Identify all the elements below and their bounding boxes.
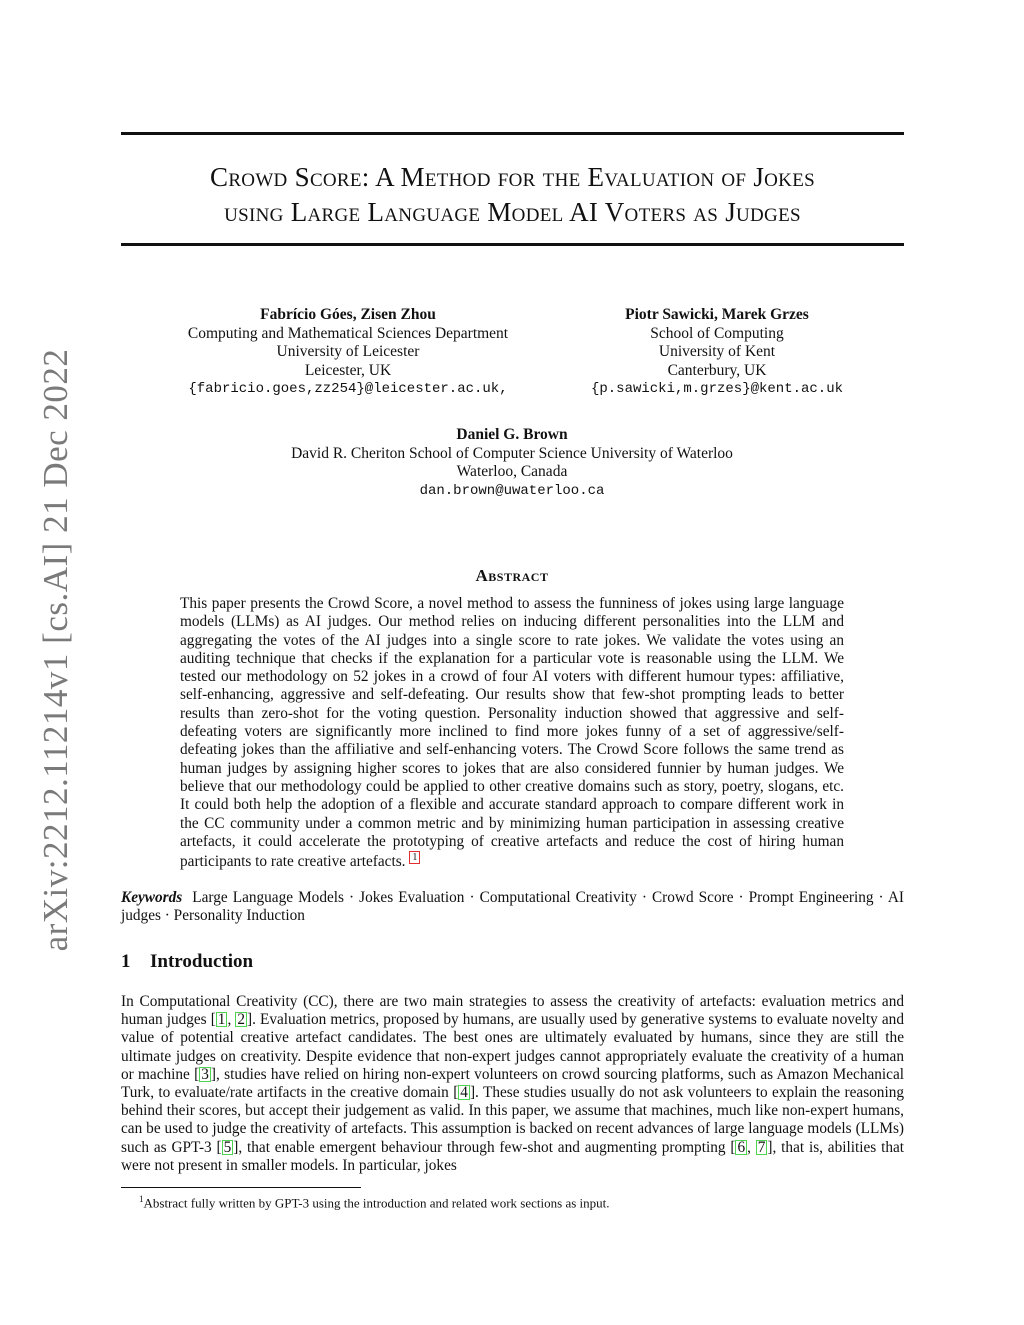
author-email: {fabricio.goes,zz254}@leicester.ac.uk, [188,381,508,397]
intro-text: ]. These studies usually do not ask volunteers to explain the reasoning behind their scores, but accept their judgement as valid. In this paper, we assume that machines, much like non-expert humans, can be used to judge the creativity of artefacts. This assumption is backed on recent advances of large language models (LLMs) such as GPT-3 [ [121,1084,904,1156]
author-dept: School of Computing [650,324,784,342]
abstract-text: This paper presents the Crowd Score, a novel method to assess the funniness of jokes using large language models (LLMs) as AI judges. Our method relies on inducing different personalities into the LLM and aggregating the votes of the AI judges into a single score to rate jokes. We validate the votes using an auditing technique that checks if the explanation for a particular vote is reasonable using the LLM. We tested our methodology on 52 jokes in a crowd of four AI voters with different humour types: affiliative, self-enhancing, aggressive and self-defeating. Our results show that few-shot prompting leads to better results than zero-shot for the voting question. Personality induction showed that aggressive and self-defeating voters are significantly more inclined to find more jokes funny of a set of aggressive/self-defeating jokes than the affiliative and self-enhancing voters. The Crowd Score follows the same trend as human judges by assigning higher scores to jokes that are also considered funnier by human judges. We believe that our methodology could be applied to other creative domains such as story, poetry, slogans, etc. It could both help the adoption of a flexible and accurate standard approach to compare different work in the CC community under a common metric and by minimizing human participation in assessing creative artefacts, it could accelerate the prototyping of creative artefacts and reduce the cost of hiring human participants to rate creative artefacts. [180,595,844,871]
author-location: Waterloo, Canada [456,463,568,480]
keywords-label: Keywords [121,889,183,906]
author-email: dan.brown@uwaterloo.ca [419,482,605,499]
intro-text: In Computational Creativity (CC), there are two main strategies to assess the creativity of artefacts: evaluation metrics and human judges [ [121,993,904,1029]
author-names: Fabrício Góes, Zisen Zhou [260,306,436,323]
paper-title [121,160,904,230]
intro-text: ], that is, abilities that were not present in smaller models. In particular, jokes [121,1138,905,1174]
title-top-rule [121,132,904,135]
section-number: 1 [121,951,131,972]
author-names: Piotr Sawicki, Marek Grzes [625,306,809,323]
title-bottom-rule [121,243,904,246]
citation-link[interactable]: 2 [237,1011,245,1029]
intro-text: , [227,1011,236,1029]
footnote-mark: 1 [139,1194,144,1204]
abstract-body [180,595,844,872]
footnote-link[interactable]: 1 [409,851,420,864]
author-email: {p.sawicki,m.grzes}@kent.ac.uk [590,381,844,397]
footnote-rule [121,1187,361,1188]
footnote [139,1191,610,1211]
citation-link[interactable]: 3 [201,1065,209,1083]
citation-link[interactable]: 4 [460,1084,468,1102]
keywords-text: Large Language Models · Jokes Evaluation · Computational Creativity · Crowd Score · Prompt Engineering · AI judges · Personality Induction [121,889,904,925]
section-heading [121,951,253,973]
author-block-leicester [168,306,528,399]
intro-text: ]. Evaluation metrics, proposed by humans, are usually used by generative systems to evaluate novelty and value of potential creative artefact candidates. The best ones are ultimately evaluated by humans, since they are still the ultimate judges on creativity. Despite evidence that non-expert judges cannot appropriately evaluate the creativity of a human or machine [ [121,1011,904,1083]
keywords [121,889,904,926]
footnote-text: Abstract fully written by GPT-3 using the introduction and related work sections as input. [143,1195,610,1211]
intro-paragraph [121,993,904,1175]
intro-text: , [747,1138,756,1156]
author-block-waterloo [212,426,812,500]
author-block-kent [560,306,874,399]
abstract-heading: Abstract [475,566,549,585]
section-title: Introduction [150,951,254,972]
arxiv-id: arXiv:2212.11214v1 [cs.AI] 21 Dec 2022 [36,348,75,952]
author-university: University of Kent [658,343,776,360]
author-university: University of Leicester [276,343,420,360]
citation-link[interactable]: 6 [737,1138,746,1156]
intro-text: ], that enable emergent behaviour through few-shot and augmenting prompting [ [233,1138,736,1156]
title-line-1: Crowd Score: A Method for the Evaluation of Jokes [210,162,815,192]
title-line-2: using Large Language Model AI Voters as Judges [224,197,801,227]
citation-link[interactable]: 1 [217,1011,226,1029]
author-location: Canterbury, UK [667,361,767,379]
author-dept: Computing and Mathematical Sciences Department [187,324,509,342]
citation-link[interactable]: 7 [757,1138,766,1156]
intro-text: ], studies have relied on hiring non-expert volunteers on crowd sourcing platforms, such as Amazon Mechanical Turk, to evaluate/rate artifacts in the creative domain [ [121,1065,904,1102]
author-location: Leicester, UK [304,361,392,379]
author-dept: David R. Cheriton School of Computer Science University of Waterloo [291,444,733,462]
author-names: Daniel G. Brown [456,426,568,443]
citation-link[interactable]: 5 [223,1138,232,1156]
